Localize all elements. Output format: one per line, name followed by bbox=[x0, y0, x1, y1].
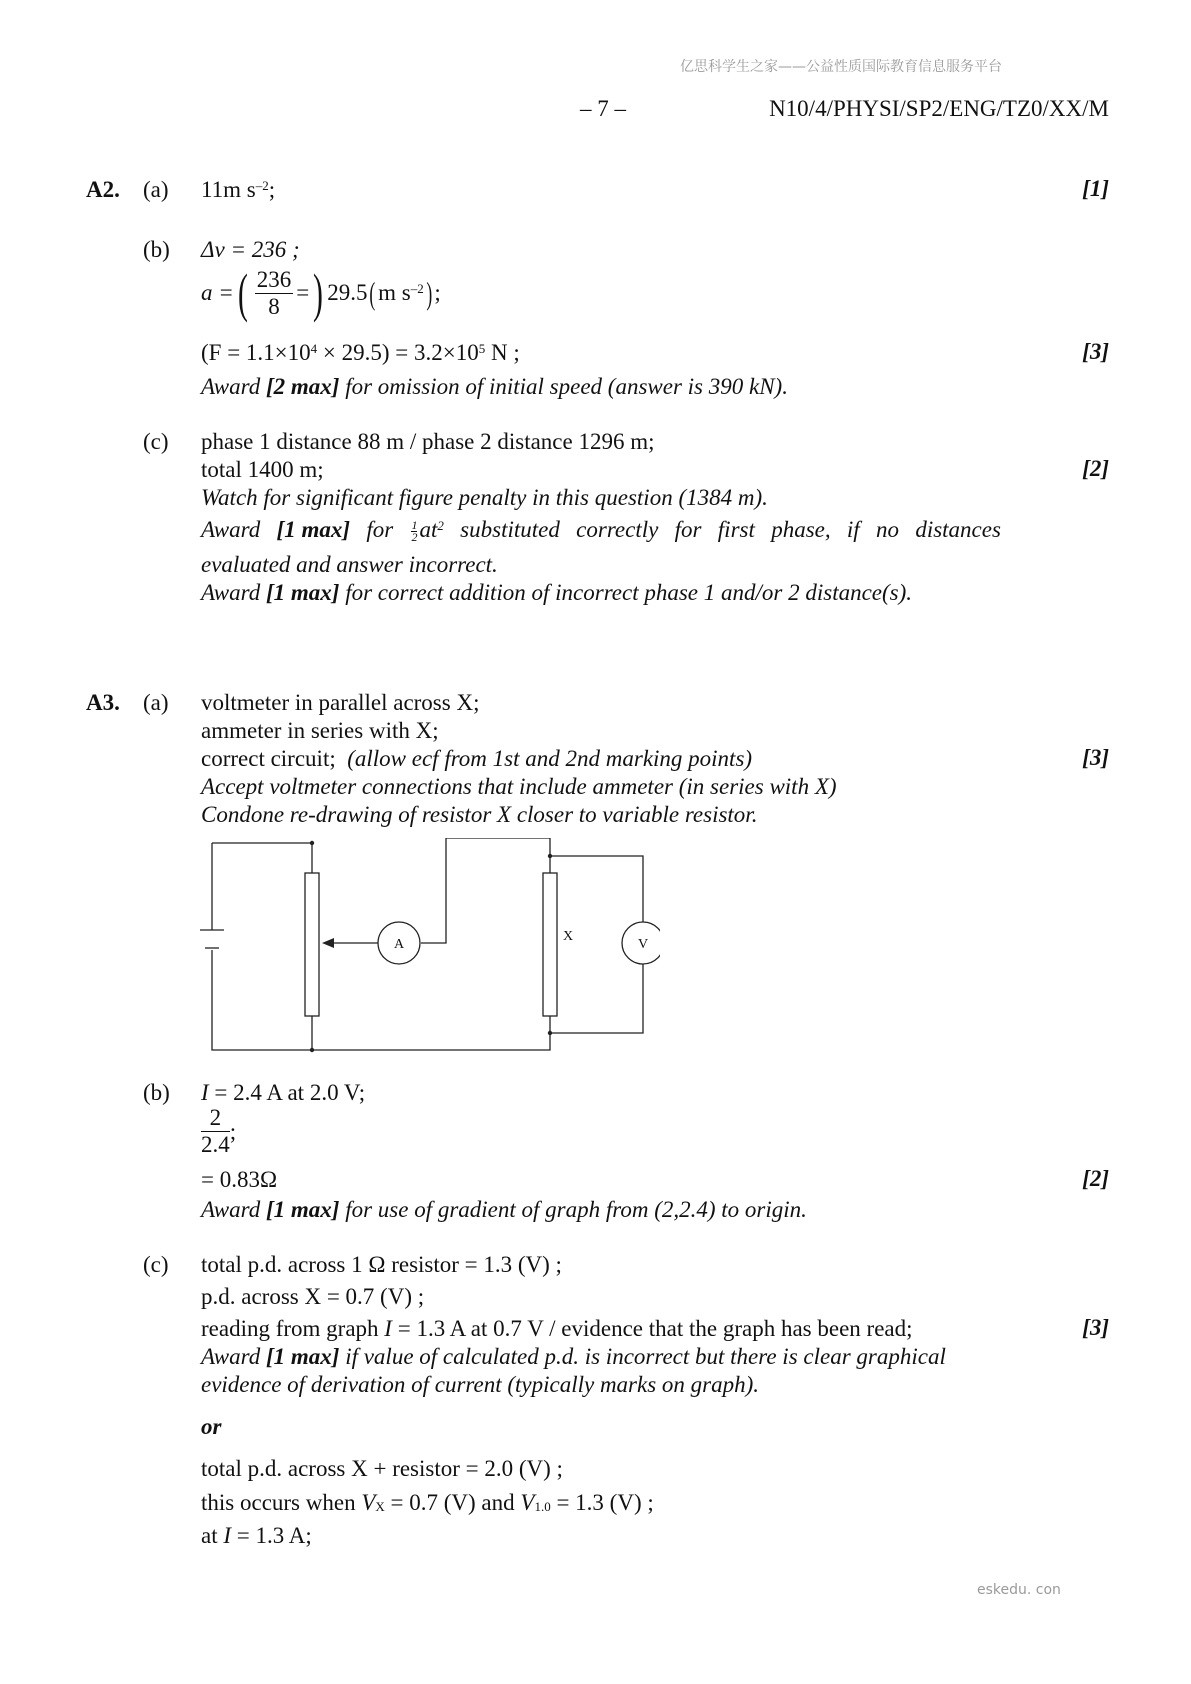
variable-resistor bbox=[305, 873, 319, 1016]
a3-a-note2: Condone re-drawing of resistor X closer to variable resistor. bbox=[201, 802, 758, 827]
a2-c-line1: phase 1 distance 88 m / phase 2 distance 1296 m; bbox=[201, 429, 655, 454]
question-label-a3: A3. bbox=[86, 690, 120, 715]
circuit-wire bbox=[550, 964, 643, 1033]
a3-c-mark: [3] bbox=[1082, 1315, 1109, 1340]
a3-a-line1: voltmeter in parallel across X; bbox=[201, 690, 480, 715]
a3-b-label: (b) bbox=[143, 1080, 170, 1105]
circuit-wire bbox=[421, 838, 550, 943]
a3-c-label: (c) bbox=[143, 1252, 169, 1277]
junction-dot bbox=[310, 841, 314, 845]
a2-c-note1: Watch for significant figure penalty in this question (1384 m). bbox=[201, 485, 768, 510]
a3-b-mark: [2] bbox=[1082, 1166, 1109, 1191]
a3-b-fraction: $\frac{2}{2.4}$ ; bbox=[201, 1105, 237, 1157]
a2-b-line2: a = ( $\frac{236}{8}$ = ) 29.5 ( m $s^{-2}$ ) ; bbox=[201, 263, 441, 323]
a3-a-line3: correct circuit; (allow ecf from 1st and 2nd marking points) bbox=[201, 746, 753, 771]
a3-c-note1: Award [1 max] if value of calculated p.d. is incorrect but there is clear graphical bbox=[201, 1344, 946, 1369]
a3-c-note2: evidence of derivation of current (typically marks on graph). bbox=[201, 1372, 760, 1397]
a3-a-label: (a) bbox=[143, 690, 169, 715]
a2-c-note3: evaluated and answer incorrect. bbox=[201, 552, 498, 577]
page-number: – 7 – bbox=[580, 96, 626, 121]
a3-b-note: Award [1 max] for use of gradient of graph from (2,2.4) to origin. bbox=[201, 1197, 807, 1222]
a2-b-line3: $(F = 1.1\times 10^4 \times 29.5) = 3.2\times 10^5$ N ; bbox=[201, 340, 520, 365]
a2-a-label: (a) bbox=[143, 177, 169, 202]
watermark-top: 亿思科学生之家——公益性质国际教育信息服务平台 bbox=[680, 59, 1002, 75]
watermark-bottom: eskedu. con bbox=[977, 1582, 1061, 1598]
a2-c-line2: total 1400 m; bbox=[201, 457, 324, 482]
resistor-x bbox=[543, 873, 557, 1016]
a2-c-note4: Award [1 max] for correct addition of incorrect phase 1 and/or 2 distance(s). bbox=[201, 580, 913, 605]
circuit-wire bbox=[550, 856, 643, 922]
circuit-wire bbox=[212, 843, 312, 873]
junction-dot bbox=[548, 854, 552, 858]
a3-c-alt1: total p.d. across X + resistor = 2.0 (V) ; bbox=[201, 1456, 563, 1481]
a2-c-note2: Award [1 max] for $\frac{1}{2}$ $at^2$ substituted correctly for first phase, if no distances bbox=[201, 517, 1001, 545]
a2-a-mark: [1] bbox=[1082, 176, 1109, 201]
fraction: $\frac{236}{8}$ bbox=[256, 266, 292, 319]
a3-b-line3: = 0.83Ω bbox=[201, 1167, 278, 1192]
a2-b-label: (b) bbox=[143, 237, 170, 262]
ammeter-label: A bbox=[393, 937, 405, 952]
document-code: N10/4/PHYSI/SP2/ENG/TZ0/XX/M bbox=[769, 96, 1109, 121]
a2-b-mark: [3] bbox=[1082, 339, 1109, 364]
a3-c-alt3: at I = 1.3 A; bbox=[201, 1523, 312, 1548]
a2-c-label: (c) bbox=[143, 429, 169, 454]
junction-dot bbox=[548, 1031, 552, 1035]
a3-a-note1: Accept voltmeter connections that include ammeter (in series with X) bbox=[201, 774, 837, 799]
wiper-arrow bbox=[322, 938, 334, 948]
junction-dot bbox=[310, 1048, 314, 1052]
a3-c-line1: total p.d. across 1 Ω resistor = 1.3 (V) ; bbox=[201, 1252, 562, 1277]
a2-a-answer: 11m $s^{-2}$; bbox=[201, 177, 276, 202]
a3-b-line1: I = 2.4 A at 2.0 V; bbox=[201, 1080, 366, 1105]
a3-c-line2: p.d. across X = 0.7 (V) ; bbox=[201, 1284, 425, 1309]
a3-c-alt2: this occurs when $V_X = 0.7$ (V) and $V_{1.0} = 1.3$ (V) ; bbox=[201, 1490, 654, 1515]
a3-c-or: or bbox=[201, 1414, 222, 1439]
question-label-a2: A2. bbox=[86, 177, 120, 202]
circuit-wire bbox=[312, 1016, 550, 1050]
a3-c-line3: reading from graph I = 1.3 A at 0.7 V / evidence that the graph has been read; bbox=[201, 1316, 913, 1341]
a3-a-line2: ammeter in series with X; bbox=[201, 718, 439, 743]
circuit-diagram bbox=[200, 838, 660, 1056]
voltmeter-label: V bbox=[637, 937, 649, 952]
a2-b-note: Award [2 max] for omission of initial speed (answer is 390 kN). bbox=[201, 374, 788, 399]
a2-b-line1: Δv = 236 ; bbox=[201, 237, 300, 262]
a2-c-mark: [2] bbox=[1082, 456, 1109, 481]
circuit-wire bbox=[212, 950, 312, 1050]
resistor-x-label: X bbox=[562, 929, 574, 944]
a3-a-mark: [3] bbox=[1082, 745, 1109, 770]
